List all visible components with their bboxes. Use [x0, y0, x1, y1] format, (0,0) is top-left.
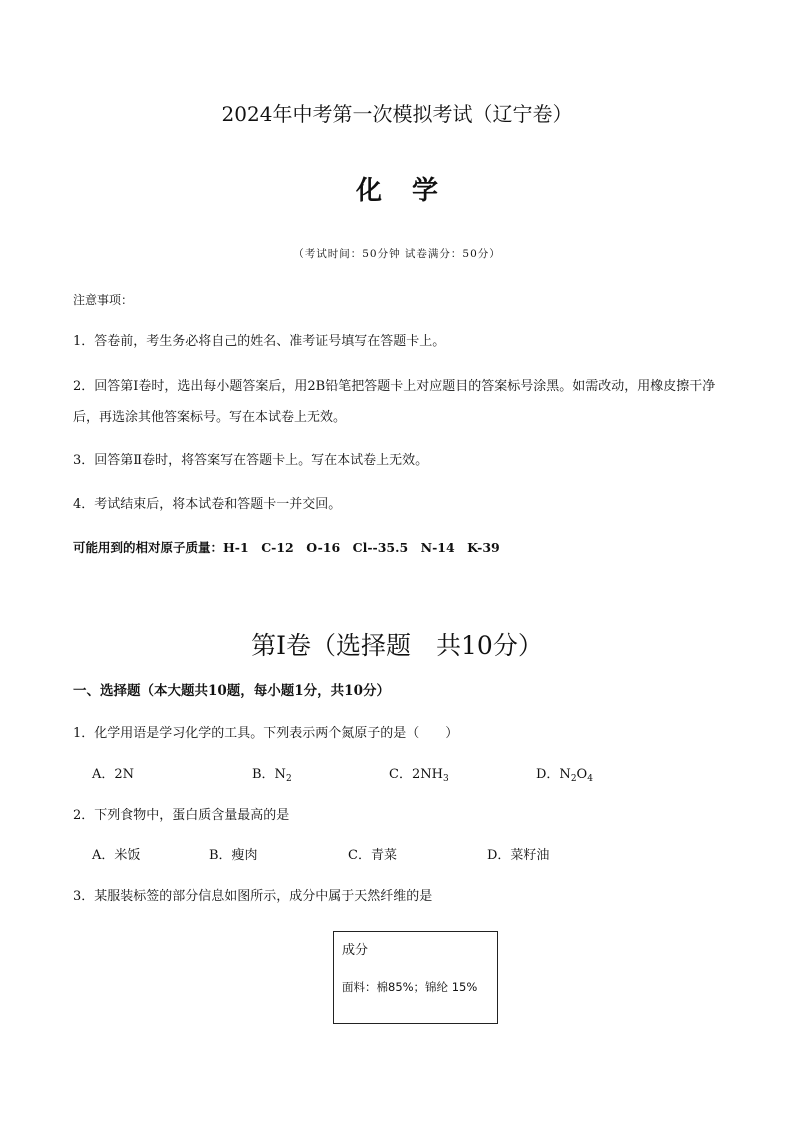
- question-stem: 1．化学用语是学习化学的工具。下列表示两个氮原子的是（ ）: [73, 726, 459, 741]
- label-title: 成分: [342, 943, 369, 958]
- exam-title: 2024年中考第一次模拟考试（辽宁卷）: [221, 102, 573, 126]
- label-composition: 面料：棉85%；锦纶 15%: [342, 980, 478, 994]
- option-d: D．菜籽油: [487, 848, 550, 863]
- option-b: B．$N_2$: [252, 767, 292, 784]
- notice-item: 2．回答第Ⅰ卷时，选出每小题答案后，用2B铅笔把答题卡上对应题目的答案标号涂黑。如需改动，用橡皮擦干净后，再选涂其他答案标号。写在本试卷上无效。: [73, 379, 716, 425]
- section-title: 第Ⅰ卷（选择题 共10分）: [251, 631, 543, 660]
- question-group-heading: 一、选择题（本大题共10题，每小题1分，共10分）: [73, 683, 390, 699]
- clothing-label-figure: [333, 931, 498, 1024]
- exam-info: （考试时间：50分钟 试卷满分：50分）: [293, 248, 501, 260]
- notice-item: 1．答卷前，考生务必将自己的姓名、准考证号填写在答题卡上。: [73, 334, 446, 349]
- option-c: C．青菜: [348, 848, 397, 863]
- notice-heading: 注意事项：: [73, 293, 134, 307]
- option-a: A．2N: [92, 767, 135, 782]
- subject-title: 化学: [355, 176, 468, 206]
- question-stem: 3．某服装标签的部分信息如图所示，成分中属于天然纤维的是: [73, 889, 433, 904]
- question-stem: 2．下列食物中，蛋白质含量最高的是: [73, 808, 290, 823]
- option-c: C．$2NH_3$: [389, 767, 449, 784]
- option-b: B．瘦肉: [209, 848, 258, 863]
- notice-item: 4．考试结束后，将本试卷和答题卡一并交回。: [73, 497, 342, 512]
- option-d: D．$N_2O_4$: [536, 767, 593, 784]
- option-a: A．米饭: [92, 848, 141, 863]
- notice-item: 3．回答第Ⅱ卷时，将答案写在答题卡上。写在本试卷上无效。: [73, 453, 429, 468]
- atomic-masses: 可能用到的相对原子质量：H-1 C-12 O-16 Cl--35.5 N-14 K-39: [73, 540, 500, 555]
